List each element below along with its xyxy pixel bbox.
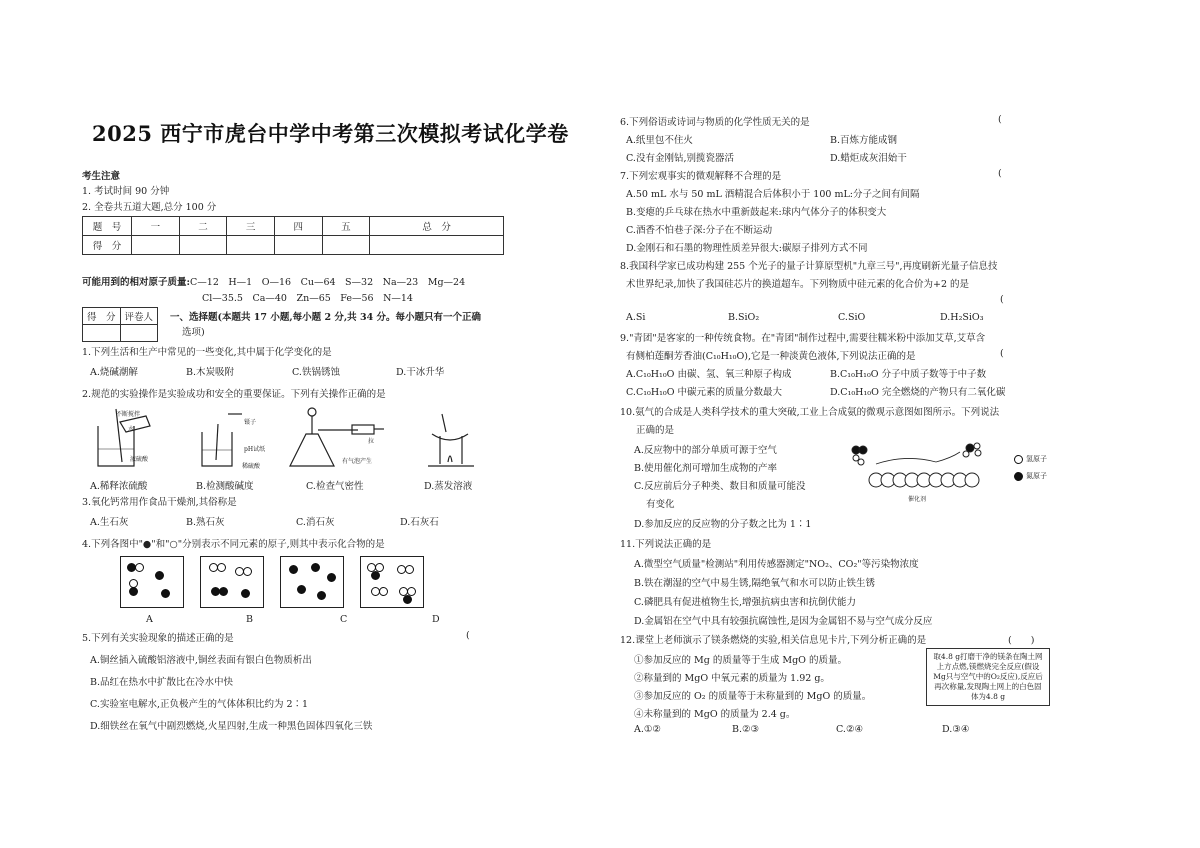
- atom-box-d[interactable]: [360, 556, 424, 608]
- diagram-label: 稀硫酸: [242, 463, 261, 470]
- answer-bracket: ( ): [1008, 635, 1035, 646]
- option-a[interactable]: A.C₁₀H₁₀O 由碳、氢、氧三种原子构成: [626, 369, 792, 380]
- atom-box-c[interactable]: [280, 556, 344, 608]
- ammonia-synthesis-diagram: [846, 440, 1006, 502]
- option-d[interactable]: D.细铁丝在氧气中剧烈燃烧,火星四射,生成一种黑色固体四氧化三铁: [90, 721, 373, 732]
- question-stem: 8.我国科学家已成功构建 255 个光子的量子计算原型机"九章三号",再度刷新光量子信息技: [620, 261, 998, 272]
- score-header-cell: 四: [274, 217, 322, 236]
- page-title: 2025 西宁市虎台中学中考第三次模拟考试化学卷: [92, 121, 569, 146]
- figure-label: D: [432, 614, 440, 625]
- option-d[interactable]: D.金刚石和石墨的物理性质差异很大:碳原子排列方式不同: [626, 243, 868, 254]
- option-d[interactable]: D.③④: [942, 724, 970, 735]
- scorebox-label: 得 分: [83, 308, 121, 325]
- option-a[interactable]: A.生石灰: [90, 517, 129, 528]
- question-stem: 12.课堂上老师演示了镁条燃烧的实验,相关信息见卡片,下列分析正确的是: [620, 635, 927, 646]
- option-b[interactable]: B.木炭吸附: [186, 367, 235, 378]
- question-stem: 11.下列说法正确的是: [620, 539, 712, 550]
- atom-box-b[interactable]: [200, 556, 264, 608]
- figure-label: B: [246, 614, 253, 625]
- white-atom-icon: [379, 587, 388, 596]
- option-a[interactable]: A.反应物中的部分单质可源于空气: [634, 445, 777, 456]
- answer-bracket: (: [998, 114, 1002, 125]
- option-a[interactable]: A.稀释浓硫酸: [90, 481, 148, 492]
- option-d[interactable]: D.干冰升华: [396, 367, 445, 378]
- option-d[interactable]: D.蜡炬成灰泪始干: [830, 153, 907, 164]
- diagram-label: 不断搅拌: [116, 411, 141, 418]
- black-atom-icon: [161, 589, 170, 598]
- option-b[interactable]: B.熟石灰: [186, 517, 225, 528]
- option-c[interactable]: C.消石灰: [296, 517, 335, 528]
- score-header-cell: 题 号: [83, 217, 132, 236]
- option-b[interactable]: B.SiO₂: [728, 312, 760, 323]
- statement-item: ④未称量到的 MgO 的质量为 2.4 g。: [634, 709, 796, 720]
- answer-bracket: (: [1000, 348, 1004, 359]
- score-header-cell: 三: [227, 217, 275, 236]
- score-row-label: 得 分: [83, 236, 132, 255]
- option-d[interactable]: D.参加反应的反应物的分子数之比为 1∶1: [634, 519, 812, 530]
- black-atom-icon: [317, 591, 326, 600]
- notice-item: 1. 考试时间 90 分钟: [82, 186, 170, 197]
- option-b[interactable]: B.百炼方能成钢: [830, 135, 898, 146]
- scorebox-cell[interactable]: [83, 325, 121, 342]
- option-b[interactable]: B.检测酸碱度: [196, 481, 254, 492]
- white-atom-icon: [243, 567, 252, 576]
- notice-item: 2. 全卷共五道大题,总分 100 分: [82, 202, 217, 213]
- question-stem: 9."青团"是客家的一种传统食物。在"青团"制作过程中,需要往糯米粉中添加艾草,艾草含: [620, 333, 986, 344]
- scorebox-cell[interactable]: [120, 325, 158, 342]
- option-a[interactable]: A.纸里包不住火: [626, 135, 693, 146]
- option-a[interactable]: A.①②: [634, 724, 661, 735]
- question-stem: 10.氨气的合成是人类科学技术的重大突破,工业上合成氨的微观示意图如图所示。下列说法: [620, 407, 1000, 418]
- diagram-label: 浓硫酸: [130, 456, 149, 463]
- diagram-label: 有气泡产生: [342, 458, 373, 465]
- question-stem: 1.下列生活和生产中常见的一些变化,其中属于化学变化的是: [82, 347, 332, 358]
- option-b[interactable]: B.②③: [732, 724, 760, 735]
- black-atom-icon: [289, 565, 298, 574]
- score-cell[interactable]: [274, 236, 322, 255]
- option-d[interactable]: D.石灰石: [400, 517, 439, 528]
- black-atom-icon: [219, 587, 228, 596]
- question-stem: 6.下列俗语或诗词与物质的化学性质无关的是: [620, 117, 810, 128]
- black-atom-icon: [297, 585, 306, 594]
- option-d[interactable]: D.金属铝在空气中具有较强抗腐蚀性,是因为金属铝不易与空气成分反应: [634, 616, 933, 627]
- option-a[interactable]: A.铜丝插入硫酸铝溶液中,铜丝表面有银白色物质析出: [90, 655, 312, 666]
- black-atom-icon: [403, 595, 412, 604]
- question-stem: 2.规范的实验操作是实验成功和安全的重要保证。下列有关操作正确的是: [82, 389, 386, 400]
- catalyst-label: 催化剂: [908, 496, 927, 503]
- answer-bracket: (: [466, 630, 470, 641]
- question-stem: 4.下列各图中"●"和"○"分别表示不同元素的原子,则其中表示化合物的是: [82, 539, 385, 550]
- nitrogen-legend-icon: [1014, 472, 1023, 481]
- option-b[interactable]: B.铁在潮湿的空气中易生锈,隔绝氧气和水可以防止铁生锈: [634, 578, 876, 589]
- white-atom-icon: [405, 565, 414, 574]
- black-atom-icon: [327, 573, 336, 582]
- question-stem-cont: 术世界纪录,加快了我国硅芯片的换道超车。下列物质中硅元素的化合价为+2 的是: [626, 279, 970, 290]
- statement-item: ③参加反应的 O₂ 的质量等于未称量到的 MgO 的质量。: [634, 691, 872, 702]
- option-c[interactable]: C.磷肥具有促进植物生长,增强抗病虫害和抗倒伏能力: [634, 597, 856, 608]
- option-c[interactable]: C.实验室电解水,正负极产生的气体体积比约为 2∶1: [90, 699, 309, 710]
- option-d[interactable]: D.H₂SiO₃: [940, 312, 984, 323]
- option-d[interactable]: D.C₁₀H₁₀O 完全燃烧的产物只有二氧化碳: [830, 387, 1006, 398]
- section-heading-cont: 选项): [182, 327, 205, 338]
- option-a[interactable]: A.Si: [626, 312, 646, 323]
- section-score-box: [82, 307, 158, 342]
- black-atom-icon: [241, 589, 250, 598]
- option-b[interactable]: B.C₁₀H₁₀O 分子中质子数等于中子数: [830, 369, 987, 380]
- option-c[interactable]: C.SiO: [838, 312, 866, 323]
- score-cell[interactable]: [179, 236, 227, 255]
- score-cell[interactable]: [370, 236, 504, 255]
- option-c[interactable]: C.C₁₀H₁₀O 中碳元素的质量分数最大: [626, 387, 783, 398]
- lab-operations-illustration: [90, 404, 490, 474]
- diagram-label: 水: [128, 426, 135, 433]
- diagram-label: pH试纸: [244, 446, 266, 453]
- score-header-cell: 五: [322, 217, 370, 236]
- ph-test-icon: [202, 414, 242, 466]
- option-b[interactable]: B.品红在热水中扩散比在冷水中快: [90, 677, 234, 688]
- option-c[interactable]: C.反应前后分子种类、数目和质量可能没: [634, 481, 806, 492]
- atom-box-a[interactable]: [120, 556, 184, 608]
- option-c-cont: 有变化: [646, 499, 675, 510]
- option-c[interactable]: C.铁锅锈蚀: [292, 367, 340, 378]
- option-a[interactable]: A.50 mL 水与 50 mL 酒精混合后体积小于 100 mL:分子之间有间隔: [626, 189, 920, 200]
- atomic-mass-label: 可能用到的相对原子质量:: [82, 277, 191, 288]
- legend-label: 氮原子: [1026, 472, 1047, 480]
- question-stem-cont: 正确的是: [636, 425, 675, 436]
- option-a[interactable]: A.烧碱潮解: [90, 367, 138, 378]
- option-c[interactable]: C.检查气密性: [306, 481, 364, 492]
- black-atom-icon: [155, 571, 164, 580]
- atom-diagrams: [120, 556, 440, 608]
- diagram-label: 镊子: [244, 419, 257, 426]
- info-card: 取4.8 g打磨干净的镁条在陶土网上方点燃,镁燃烧完全反应(假设Mg只与空气中的O₂反应),反应后再次称量,发现陶土网上的白色固体为4.8 g: [926, 648, 1050, 706]
- section-heading: 一、选择题(本题共 17 小题,每小题 2 分,共 34 分。每小题只有一个正确: [170, 312, 482, 323]
- answer-bracket: (: [1000, 294, 1004, 305]
- score-header-cell: 二: [179, 217, 227, 236]
- question-stem: 5.下列有关实验现象的描述正确的是: [82, 633, 234, 644]
- score-table: [82, 216, 504, 255]
- option-a[interactable]: A.微型空气质量"检测站"利用传感器测定"NO₂、CO₂"等污染物浓度: [634, 559, 919, 570]
- option-c[interactable]: C.酒香不怕巷子深:分子在不断运动: [626, 225, 773, 236]
- figure-label: A: [146, 614, 153, 625]
- option-c[interactable]: C.②④: [836, 724, 863, 735]
- legend-label: 氢原子: [1026, 455, 1047, 463]
- statement-item: ②称量到的 MgO 中氧元素的质量为 1.92 g。: [634, 673, 830, 684]
- score-header-cell: 一: [132, 217, 180, 236]
- black-atom-icon: [371, 571, 380, 580]
- figure-label: C: [340, 614, 348, 625]
- option-b[interactable]: B.使用催化剂可增加生成物的产率: [634, 463, 778, 474]
- question-stem: 3.氧化钙常用作食品干燥剂,其俗称是: [82, 497, 237, 508]
- score-cell[interactable]: [322, 236, 370, 255]
- score-cell[interactable]: [132, 236, 180, 255]
- question-stem: 7.下列宏观事实的微观解释不合理的是: [620, 171, 782, 182]
- black-atom-icon: [311, 563, 320, 572]
- score-cell[interactable]: [227, 236, 275, 255]
- diagram-label: 拉: [368, 438, 375, 445]
- scorebox-label: 评卷人: [120, 308, 158, 325]
- score-header-cell: 总 分: [370, 217, 504, 236]
- answer-bracket: (: [998, 168, 1002, 179]
- notice-heading: 考生注意: [82, 171, 121, 182]
- atomic-mass-line: Cl—35.5 Ca—40 Zn—65 Fe—56 N—14: [202, 293, 413, 304]
- statement-item: ①参加反应的 Mg 的质量等于生成 MgO 的质量。: [634, 655, 847, 666]
- option-d[interactable]: D.蒸发溶液: [424, 481, 473, 492]
- hydrogen-legend-icon: [1014, 455, 1023, 464]
- option-c[interactable]: C.没有金刚钻,别揽瓷器活: [626, 153, 734, 164]
- evaporation-icon: [428, 414, 474, 466]
- option-b[interactable]: B.变瘪的乒乓球在热水中重新鼓起来:球内气体分子的体积变大: [626, 207, 887, 218]
- question-stem-cont: 有侧柏莲酮芳香油(C₁₀H₁₀O),它是一种淡黄色液体,下列说法正确的是: [626, 351, 916, 362]
- white-atom-icon: [217, 563, 226, 572]
- black-atom-icon: [129, 587, 138, 596]
- atomic-mass-line: C—12 H—1 O—16 Cu—64 S—32 Na—23 Mg—24: [190, 277, 466, 288]
- white-atom-icon: [135, 563, 144, 572]
